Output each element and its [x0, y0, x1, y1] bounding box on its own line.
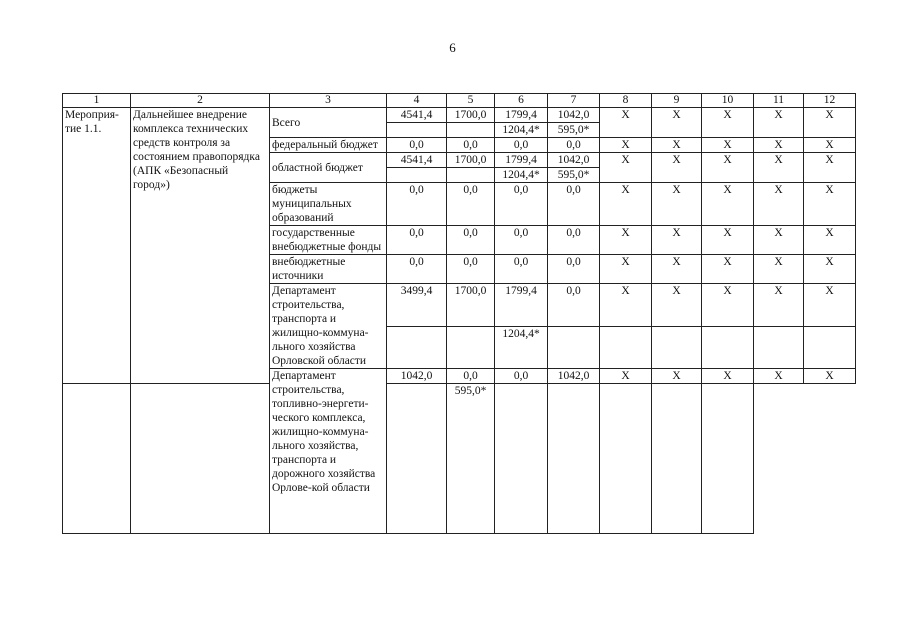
column-number: 12 — [804, 94, 856, 108]
mark-cell: X — [804, 183, 856, 226]
funding-source: Департамент строительства, транспорта и жилищно-коммуна-льного хозяйства Орловской области — [270, 284, 387, 369]
mark-cell: X — [652, 153, 702, 183]
value-cell: 1799,4 — [495, 153, 548, 168]
mark-cell: X — [600, 138, 652, 153]
column-number: 3 — [270, 94, 387, 108]
value-cell: 0,0 — [387, 226, 447, 255]
value-cell: 0,0 — [548, 284, 600, 327]
column-number: 5 — [447, 94, 495, 108]
value-cell: 0,0 — [495, 226, 548, 255]
sub-value-cell: 595,0* — [548, 168, 600, 183]
mark-cell: X — [702, 183, 754, 226]
value-cell: 0,0 — [548, 255, 600, 284]
sub-value-cell — [387, 384, 447, 534]
value-cell: 0,0 — [495, 369, 548, 384]
funding-source: бюджеты муниципальных образований — [270, 183, 387, 226]
sub-value-cell — [447, 326, 495, 369]
sub-value-cell — [387, 326, 447, 369]
value-cell: 1700,0 — [447, 153, 495, 168]
sub-value-cell — [387, 123, 447, 138]
sub-value-cell: 595,0* — [447, 384, 495, 534]
mark-cell: X — [600, 284, 652, 327]
mark-cell: X — [804, 153, 856, 183]
value-cell: 3499,4 — [387, 284, 447, 327]
column-number: 10 — [702, 94, 754, 108]
mark-cell: X — [652, 284, 702, 327]
value-cell: 1799,4 — [495, 108, 548, 123]
funding-source: областной бюджет — [270, 153, 387, 183]
sub-value-cell — [387, 168, 447, 183]
mark-cell: X — [652, 255, 702, 284]
column-number: 4 — [387, 94, 447, 108]
value-cell: 0,0 — [447, 183, 495, 226]
mark-cell: X — [600, 255, 652, 284]
mark-cell: X — [600, 183, 652, 226]
mark-cell: X — [804, 255, 856, 284]
value-cell: 4541,4 — [387, 153, 447, 168]
mark-cell: X — [754, 108, 804, 138]
mark-cell: X — [702, 284, 754, 327]
value-cell: 0,0 — [495, 183, 548, 226]
value-cell: 0,0 — [447, 226, 495, 255]
column-number: 7 — [548, 94, 600, 108]
mark-cell: X — [754, 284, 804, 327]
column-number: 2 — [131, 94, 270, 108]
value-cell: 1042,0 — [387, 369, 447, 384]
table-row — [63, 108, 856, 123]
activity-code: Мероприя- тие 1.1. — [63, 108, 131, 384]
value-cell: 0,0 — [548, 183, 600, 226]
value-cell: 0,0 — [548, 226, 600, 255]
sub-value-cell — [447, 168, 495, 183]
mark-cell: X — [702, 138, 754, 153]
mark-cell: X — [702, 153, 754, 183]
value-cell: 1042,0 — [548, 108, 600, 123]
value-cell: 1799,4 — [495, 284, 548, 327]
column-number: 11 — [754, 94, 804, 108]
value-cell: 0,0 — [548, 138, 600, 153]
column-number: 8 — [600, 94, 652, 108]
mark-cell: X — [754, 153, 804, 183]
value-cell: 0,0 — [447, 255, 495, 284]
value-cell: 0,0 — [387, 255, 447, 284]
mark-cell: X — [702, 226, 754, 255]
mark-cell: X — [804, 369, 856, 384]
funding-source: государственные внебюджетные фонды — [270, 226, 387, 255]
value-cell: 0,0 — [387, 138, 447, 153]
value-cell: 4541,4 — [387, 108, 447, 123]
sub-value-cell — [131, 384, 270, 534]
sub-value-cell — [548, 326, 600, 369]
mark-cell: X — [600, 153, 652, 183]
sub-value-cell: 1204,4* — [495, 168, 548, 183]
mark-cell: X — [804, 108, 856, 138]
funding-source: Всего — [270, 108, 387, 138]
column-number-row — [63, 94, 856, 108]
activity-name: Дальнейшее внедрение комплекса технических средств контроля за состоянием правопорядка (АПК «Безопасный город») — [131, 108, 270, 384]
sub-value-cell — [447, 123, 495, 138]
value-cell: 0,0 — [447, 369, 495, 384]
sub-value-cell: 1204,4* — [495, 123, 548, 138]
budget-table — [62, 93, 856, 534]
mark-cell: X — [754, 183, 804, 226]
mark-cell: X — [652, 138, 702, 153]
mark-cell: X — [804, 226, 856, 255]
value-cell: 0,0 — [495, 255, 548, 284]
value-cell: 1700,0 — [447, 284, 495, 327]
funding-source: внебюджетные источники — [270, 255, 387, 284]
mark-cell: X — [804, 284, 856, 327]
funding-source: федеральный бюджет — [270, 138, 387, 153]
mark-cell: X — [754, 138, 804, 153]
mark-cell: X — [754, 255, 804, 284]
sub-value-cell — [63, 384, 131, 534]
value-cell: 0,0 — [387, 183, 447, 226]
page-number: 6 — [449, 40, 456, 55]
funding-source: Департамент строительства, топливно-энергети-ческого комплекса, жилищно-коммуна-льного хозяйства, транспорта и дорожного хозяйства Орлове-кой области — [270, 369, 387, 534]
mark-cell: X — [652, 183, 702, 226]
value-cell: 0,0 — [495, 138, 548, 153]
column-number: 9 — [652, 94, 702, 108]
value-cell: 1700,0 — [447, 108, 495, 123]
mark-cell: X — [600, 369, 652, 384]
mark-cell: X — [702, 108, 754, 138]
sub-value-cell: 1204,4* — [495, 326, 548, 369]
value-cell: 1042,0 — [548, 369, 600, 384]
value-cell: 1042,0 — [548, 153, 600, 168]
mark-cell: X — [600, 108, 652, 138]
mark-cell: X — [754, 369, 804, 384]
sub-value-cell: 595,0* — [548, 123, 600, 138]
mark-cell: X — [652, 226, 702, 255]
mark-cell: X — [804, 138, 856, 153]
mark-cell: X — [702, 255, 754, 284]
column-number: 6 — [495, 94, 548, 108]
mark-cell: X — [600, 226, 652, 255]
column-number: 1 — [63, 94, 131, 108]
mark-cell: X — [754, 226, 804, 255]
mark-cell: X — [652, 108, 702, 138]
table-row — [63, 384, 856, 534]
mark-cell: X — [652, 369, 702, 384]
mark-cell: X — [702, 369, 754, 384]
value-cell: 0,0 — [447, 138, 495, 153]
